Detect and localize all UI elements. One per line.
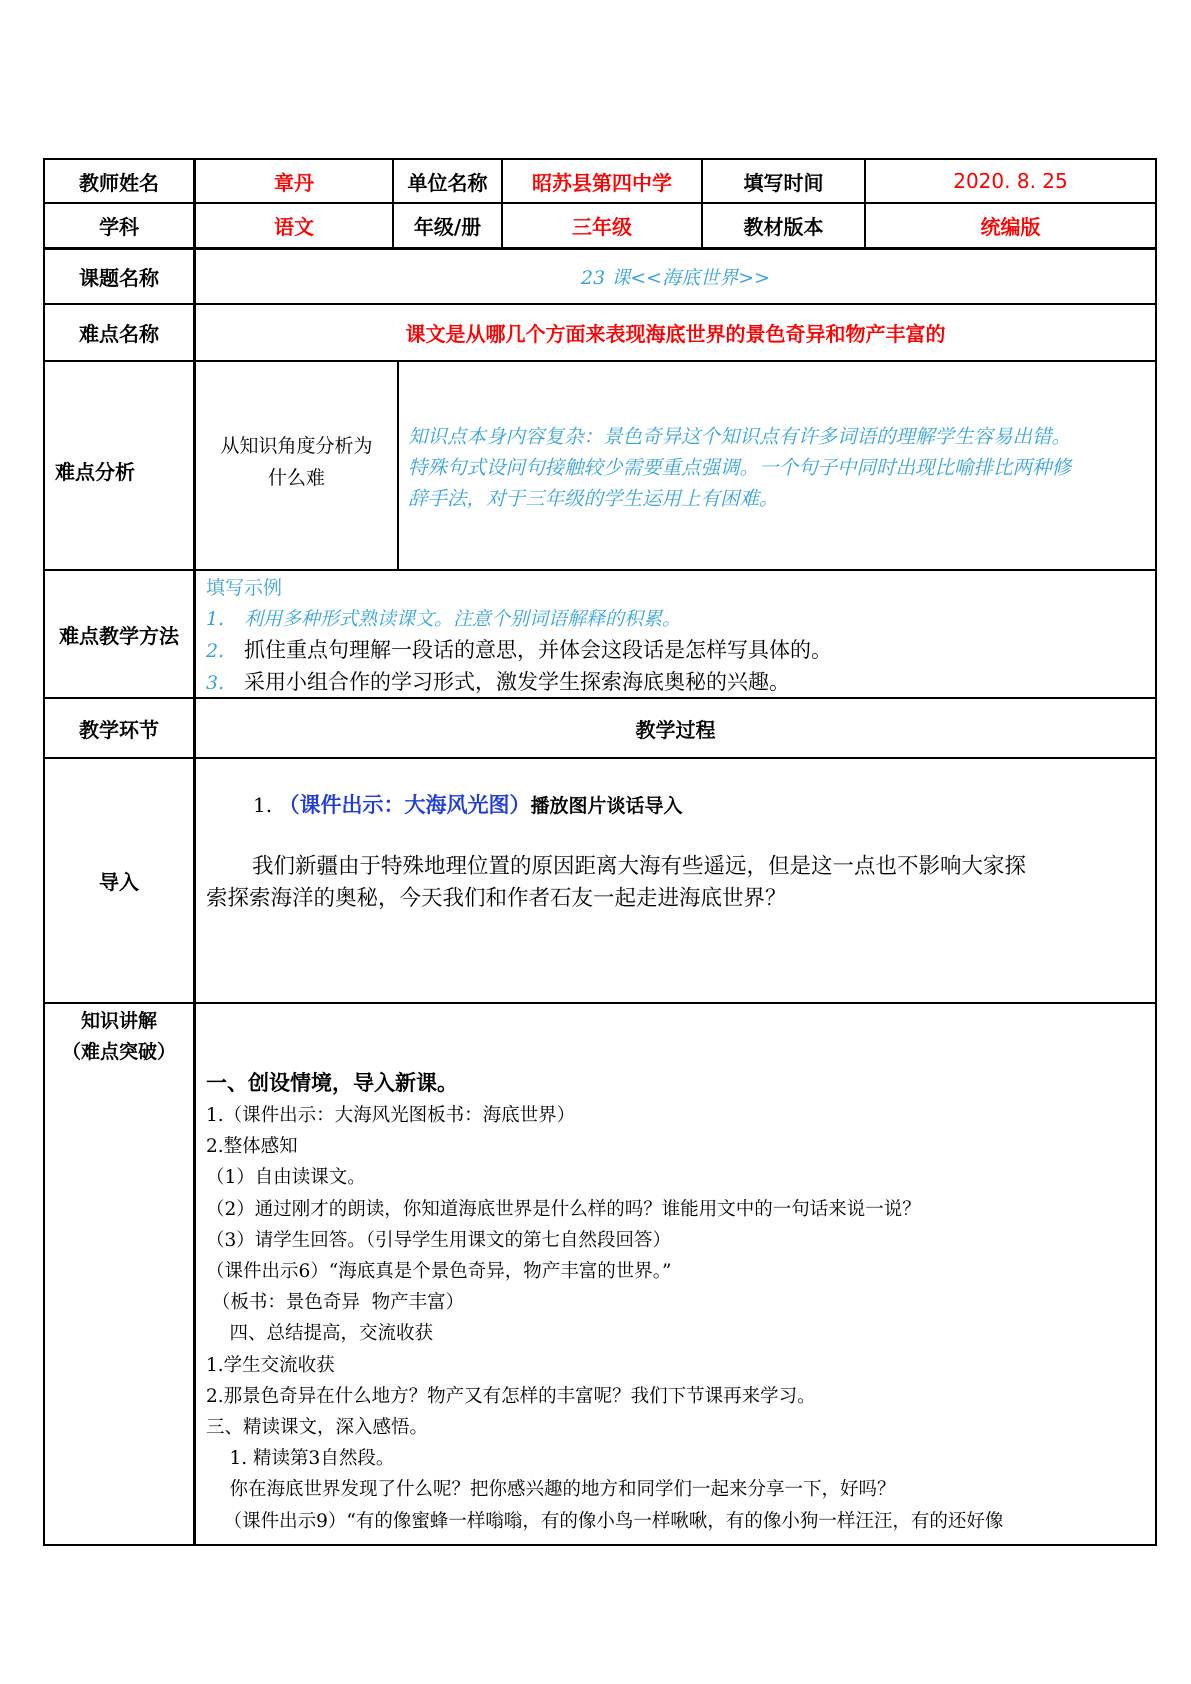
edition-label: 教材版本 [743, 215, 824, 239]
analysis-text-line2: 特殊句式设问句接触较少需要重点强调。一个句子中同时出现比喻排比两种修 [408, 456, 1072, 479]
fill-date-label: 填写时间 [743, 170, 824, 195]
knowledge-line: 1.（课件出示：大海风光图板书：海底世界） [206, 1105, 576, 1126]
knowledge-line: （课件出示9）“有的像蜜蜂一样嗡嗡，有的像小鸟一样啾啾，有的像小狗一样汪汪，有的还好像 [206, 1510, 1004, 1532]
teacher-name-value: 章丹 [274, 170, 314, 195]
knowledge-line: （板书：景色奇异 物产丰富） [206, 1292, 465, 1314]
label-column-divider [193, 158, 196, 1546]
intro-step-highlight: （课件出示：大海风光图） [278, 793, 531, 817]
knowledge-label-line1: 知识讲解 [80, 1010, 157, 1032]
unit-name-value: 昭苏县第四中学 [532, 170, 672, 195]
difficulty-value: 课文是从哪几个方面来表现海底世界的景色奇异和物产丰富的 [405, 322, 946, 346]
analysis-col-divider [397, 360, 399, 570]
knowledge-label-line2: （难点突破） [61, 1041, 176, 1063]
method-content [206, 573, 1146, 699]
method-item-3-text: 采用小组合作的学习形式，激发学生探索海底奥秘的兴趣。 [244, 670, 790, 694]
method-item-1-num: 1. [206, 608, 225, 630]
knowledge-line: （2）通过刚才的朗读，你知道海底世界是什么样的吗？谁能用文中的一句话来说一说？ [206, 1198, 921, 1220]
fill-date-value: 2020. 8. 25 [953, 169, 1068, 193]
knowledge-line: 2.那景色奇异在什么地方？物产又有怎样的丰富呢？我们下节课再来学习。 [206, 1385, 816, 1407]
intro-step [253, 790, 682, 821]
knowledge-lines [206, 1100, 1154, 1537]
intro-paragraph-line2: 索探索海洋的奥秘，今天我们和作者石友一起走进海底世界？ [206, 886, 787, 911]
row-divider-8 [43, 1002, 1157, 1004]
analysis-sub-label [196, 430, 397, 494]
stage-label: 教学环节 [79, 717, 159, 742]
row-divider-5 [43, 569, 1157, 571]
intro-paragraph [206, 851, 1151, 915]
intro-paragraph-line1: 我们新疆由于特殊地理位置的原因距离大海有些遥远，但是这一点也不影响大家探 [252, 854, 1027, 879]
grade-value: 三年级 [572, 215, 632, 239]
method-item-1-text: 利用多种形式熟读课文。注意个别词语解释的积累。 [244, 608, 682, 630]
teacher-name-label: 教师姓名 [79, 170, 159, 195]
analysis-label: 难点分析 [55, 460, 135, 484]
knowledge-line: 四、总结提高，交流收获 [206, 1323, 434, 1345]
grade-label: 年级/册 [413, 215, 482, 239]
analysis-text [408, 421, 1153, 514]
knowledge-content [206, 1066, 1154, 1537]
method-item-1 [206, 604, 1146, 635]
intro-label: 导入 [99, 870, 139, 894]
knowledge-heading: 一、创设情境，导入新课。 [206, 1070, 458, 1095]
intro-step-rest: 播放图片谈话导入 [530, 795, 683, 817]
method-item-3 [206, 667, 1146, 699]
unit-name-label: 单位名称 [407, 170, 488, 195]
knowledge-line: （课件出示6）“海底真是个景色奇异，物产丰富的世界。” [206, 1261, 672, 1283]
analysis-text-line3: 辞手法，对于三年级的学生运用上有困难。 [408, 487, 779, 510]
edition-value: 统编版 [980, 215, 1041, 239]
table-border-bottom [43, 1544, 1157, 1546]
knowledge-line: 1. 精读第3自然段。 [206, 1448, 395, 1470]
knowledge-line: （1）自由读课文。 [206, 1167, 366, 1189]
knowledge-line: （3）请学生回答。（引导学生用课文的第七自然段回答） [206, 1229, 672, 1251]
table-border-right [1155, 158, 1157, 1546]
process-label: 教学过程 [635, 717, 716, 742]
intro-step-num: 1. [253, 793, 273, 817]
row-divider-4 [43, 360, 1157, 362]
method-item-3-num: 3. [206, 672, 225, 694]
knowledge-line: 1.学生交流收获 [206, 1354, 335, 1376]
method-item-2-text: 抓住重点句理解一段话的意思，并体会这段话是怎样写具体的。 [244, 638, 832, 662]
knowledge-line: 2.整体感知 [206, 1136, 298, 1158]
difficulty-label: 难点名称 [79, 322, 159, 346]
analysis-sub-label-line1: 从知识角度分析为 [220, 435, 373, 457]
knowledge-label [45, 1006, 193, 1068]
knowledge-line: 你在海底世界发现了什么呢？把你感兴趣的地方和同学们一起来分享一下，好吗？ [206, 1479, 896, 1501]
subject-label: 学科 [99, 215, 139, 239]
method-label: 难点教学方法 [59, 623, 179, 648]
analysis-text-line1: 知识点本身内容复杂：景色奇异这个知识点有许多词语的理解学生容易出错。 [408, 425, 1072, 448]
method-item-2-num: 2. [206, 640, 225, 662]
method-example-title: 填写示例 [206, 577, 283, 599]
method-item-2 [206, 635, 1146, 667]
row-divider-7 [43, 757, 1157, 759]
topic-label: 课题名称 [79, 266, 159, 290]
subject-value: 语文 [274, 215, 314, 239]
analysis-sub-label-line2: 什么难 [267, 467, 325, 489]
topic-value: 23 课<<海底世界>> [581, 267, 770, 289]
knowledge-line: 三、精读课文，深入感悟。 [206, 1417, 429, 1439]
